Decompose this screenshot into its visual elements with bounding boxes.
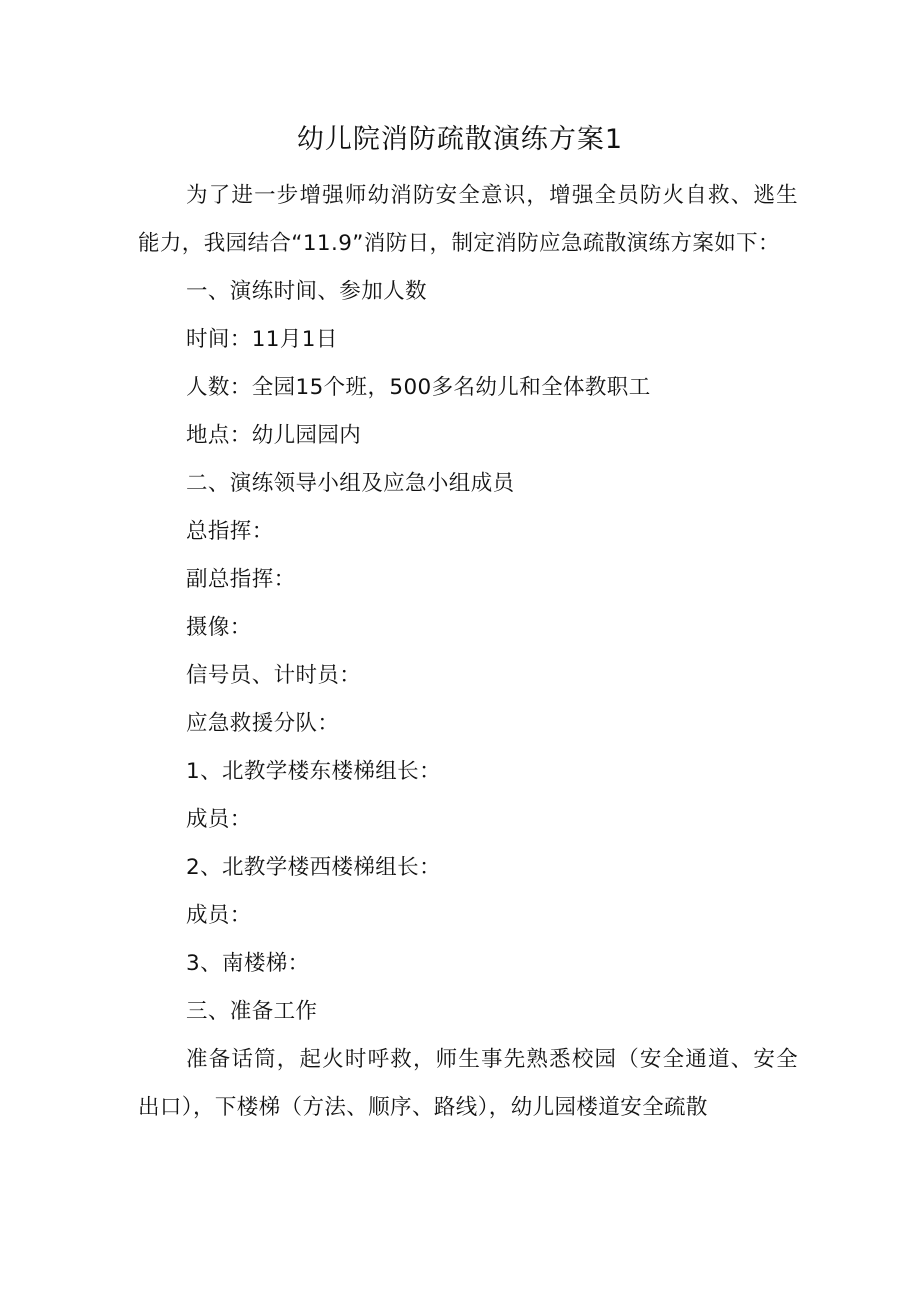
- rescue-team-line: 应急救援分队：: [186, 711, 340, 736]
- location-line: 地点：幼儿园园内: [186, 423, 362, 448]
- section-heading-leadership: 二、演练领导小组及应急小组成员: [186, 471, 515, 496]
- signal-timer-line: 信号员、计时员：: [186, 663, 362, 688]
- north-west-stair-leader-line: 2、北教学楼西楼梯组长：: [186, 855, 441, 880]
- south-stair-line: 3、南楼梯：: [186, 951, 310, 976]
- commander-line: 总指挥：: [186, 519, 274, 544]
- members-line: 成员：: [186, 807, 252, 832]
- north-east-stair-leader-line: 1、北教学楼东楼梯组长：: [186, 759, 441, 784]
- preparation-paragraph: 准备话筒，起火时呼救，师生事先熟悉校园（安全通道、安全出口），下楼梯（方法、顺序、路线），幼儿园楼道安全疏散: [138, 1047, 798, 1120]
- participants-line: 人数：全园15个班，500多名幼儿和全体教职工: [186, 375, 651, 400]
- document-body: [138, 172, 798, 1132]
- section-heading-preparation: 三、准备工作: [186, 999, 318, 1024]
- camera-line: 摄像：: [186, 615, 252, 640]
- intro-paragraph: 为了进一步增强师幼消防安全意识，增强全员防火自救、逃生能力，我园结合“11.9”消防日，制定消防应急疏散演练方案如下：: [138, 183, 798, 256]
- members-line: 成员：: [186, 903, 252, 928]
- deputy-commander-line: 副总指挥：: [186, 567, 296, 592]
- time-line: 时间：11月1日: [186, 327, 338, 352]
- section-heading-time-participants: 一、演练时间、参加人数: [186, 279, 427, 304]
- document-title: 幼儿院消防疏散演练方案1: [296, 124, 624, 155]
